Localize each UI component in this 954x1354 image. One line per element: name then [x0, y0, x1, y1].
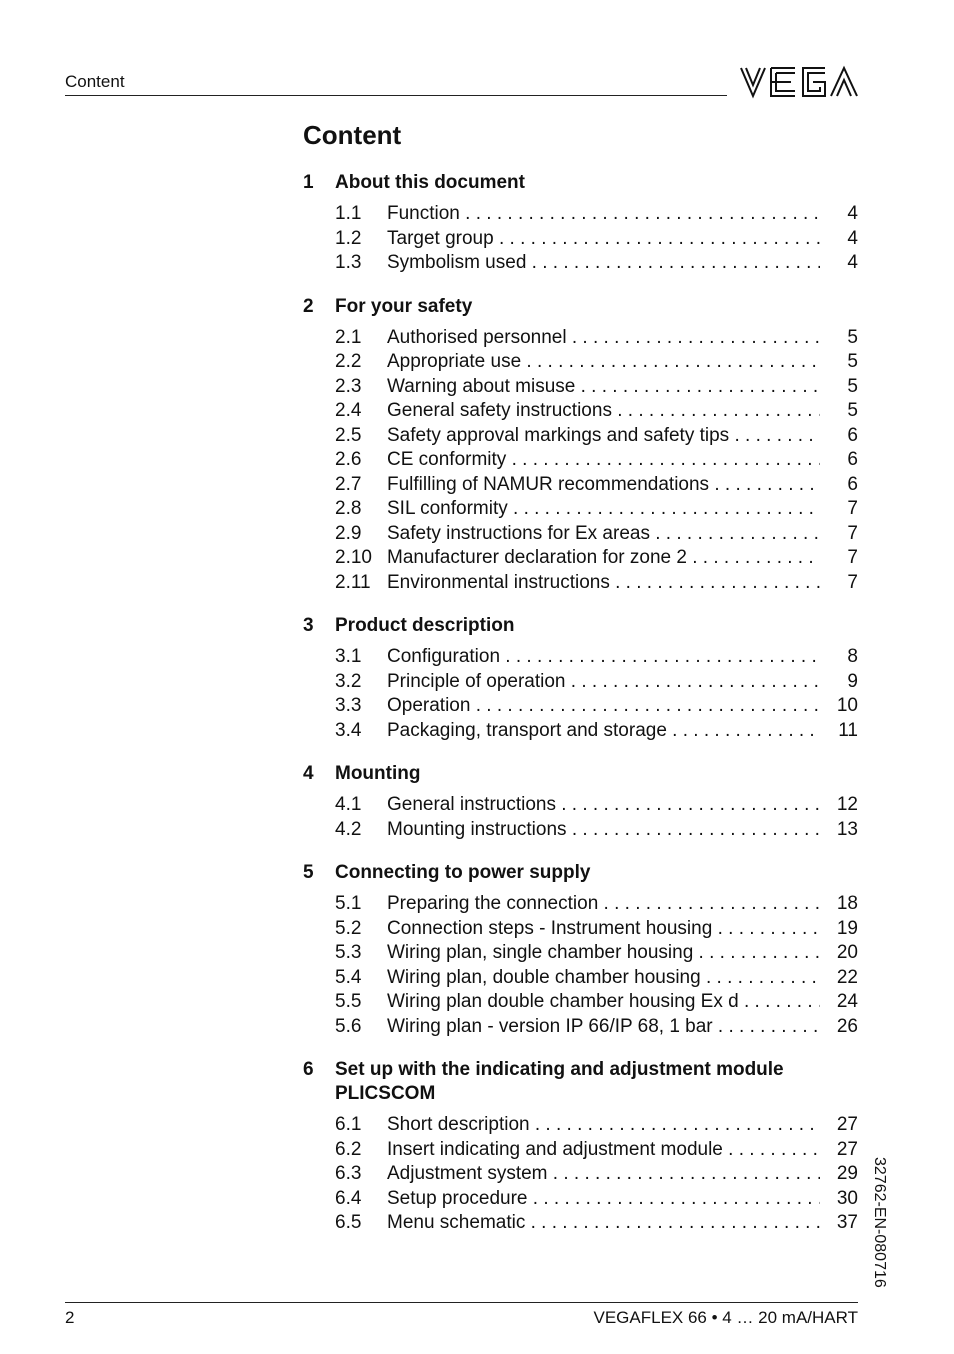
toc-entry-title: Insert indicating and adjustment module . . . — [387, 1138, 820, 1163]
toc-entry-title: Wiring plan, single chamber housing . . . — [387, 941, 820, 966]
toc-entry-number: 2.10 — [335, 547, 372, 568]
toc-entry-title: Authorised personnel . . . — [387, 326, 820, 351]
footer-rule — [65, 1302, 858, 1303]
toc-section-number: 4 — [303, 763, 314, 784]
toc-entry-number: 5.4 — [335, 966, 362, 988]
toc-entry[interactable] — [303, 202, 858, 227]
toc-entry-number: 1.3 — [335, 252, 362, 273]
toc-entry-page: 7 — [847, 498, 858, 519]
toc-entry[interactable] — [303, 546, 858, 571]
toc-entry-title: CE conformity . . . — [387, 448, 820, 473]
toc-section-title: Mounting — [335, 763, 421, 784]
toc-entry-title: Adjustment system . . . — [387, 1162, 820, 1187]
toc-entry-title: Target group . . . — [387, 227, 820, 252]
toc-entry-page: 5 — [847, 326, 858, 348]
toc-entry-page: 27 — [836, 1114, 858, 1135]
toc-section-number: 1 — [303, 172, 314, 193]
toc-entry-page: 37 — [836, 1212, 858, 1233]
toc-entry-page: 12 — [836, 794, 858, 815]
toc-section-heading[interactable] — [303, 861, 858, 885]
toc-entry-number: 6.2 — [335, 1138, 362, 1160]
toc-entry-title: General safety instructions . . . — [387, 399, 820, 424]
toc-entry-page: 30 — [836, 1187, 858, 1209]
toc-entry-page: 20 — [836, 942, 858, 963]
toc-entry-number: 5.3 — [335, 942, 362, 963]
toc-section-title: About this document — [335, 172, 525, 193]
toc-entry-number: 3.3 — [335, 695, 362, 716]
toc-entry-title: Fulfilling of NAMUR recommendations . . . — [387, 473, 820, 498]
toc-section — [303, 295, 858, 596]
toc-entry-number: 2.8 — [335, 498, 362, 519]
vega-logo — [739, 64, 859, 100]
toc-entry-title: Wiring plan, double chamber housing . . . — [387, 966, 820, 991]
toc-entry[interactable] — [303, 966, 858, 991]
toc-entry[interactable] — [303, 350, 858, 375]
toc-section-number: 6 — [303, 1059, 314, 1080]
toc-entry-title: Configuration . . . — [387, 645, 820, 670]
toc-entry[interactable] — [303, 1015, 858, 1040]
toc-entry-title: Connection steps - Instrument housing . . . — [387, 917, 820, 942]
toc-entry-number: 5.1 — [335, 893, 362, 914]
toc-section — [303, 861, 858, 1039]
toc-entry[interactable] — [303, 645, 858, 670]
toc-entry[interactable] — [303, 892, 858, 917]
toc-entry[interactable] — [303, 917, 858, 942]
toc-entry-page: 6 — [847, 473, 858, 495]
running-header-label: Content — [65, 72, 125, 91]
toc-section-title: Connecting to power supply — [335, 862, 591, 883]
toc-entry-title: Packaging, transport and storage . . . — [387, 719, 820, 744]
toc-entry-number: 5.5 — [335, 991, 362, 1012]
toc-section — [303, 171, 858, 276]
toc-entry[interactable] — [303, 497, 858, 522]
toc-entry-page: 5 — [847, 400, 858, 421]
toc-entry-title: Wiring plan double chamber housing Ex d . . . — [387, 990, 820, 1015]
toc-entry-page: 4 — [847, 227, 858, 249]
toc-entry-title: Mounting instructions . . . — [387, 818, 820, 843]
toc-entry[interactable] — [303, 1211, 858, 1236]
toc-entry-title: Function . . . — [387, 202, 820, 227]
page-number: 2 — [65, 1308, 75, 1327]
toc-entry-page: 6 — [847, 449, 858, 470]
toc-entry[interactable] — [303, 694, 858, 719]
toc-entry-page: 7 — [847, 571, 858, 593]
toc-entry-number: 1.1 — [335, 203, 362, 224]
toc-section-number: 3 — [303, 615, 314, 636]
toc-section — [303, 1058, 858, 1236]
toc-section-heading[interactable] — [303, 1058, 858, 1106]
toc-entry-title: Warning about misuse . . . — [387, 375, 820, 400]
toc-entry-number: 5.6 — [335, 1015, 362, 1037]
toc-entry-title: Manufacturer declaration for zone 2 . . . — [387, 546, 820, 571]
toc-entry[interactable] — [303, 1162, 858, 1187]
toc-entry-title: Wiring plan - version IP 66/IP 68, 1 bar . . . — [387, 1015, 820, 1040]
toc-entry-page: 19 — [836, 917, 858, 939]
toc-entry[interactable] — [303, 522, 858, 547]
toc-entry-title: Safety approval markings and safety tips . . . — [387, 424, 820, 449]
toc-entry[interactable] — [303, 375, 858, 400]
toc-entry[interactable] — [303, 1138, 858, 1163]
toc-section-number: 2 — [303, 295, 314, 317]
toc-entry-page: 8 — [847, 646, 858, 667]
footer-product-name: VEGAFLEX 66 • 4 … 20 mA/HART — [593, 1308, 858, 1327]
toc-entry-title: SIL conformity . . . — [387, 497, 820, 522]
toc-entry[interactable] — [303, 571, 858, 596]
toc-entry-number: 1.2 — [335, 227, 362, 249]
toc-entry-page: 22 — [836, 966, 858, 988]
toc-entry-title: Setup procedure . . . — [387, 1187, 820, 1212]
toc-entry-number: 6.1 — [335, 1114, 362, 1135]
page-title: Content — [303, 120, 402, 150]
toc-entry-number: 2.5 — [335, 424, 362, 446]
toc-entry[interactable] — [303, 670, 858, 695]
toc-entry-number: 2.1 — [335, 326, 362, 348]
toc-entry[interactable] — [303, 1113, 858, 1138]
toc-entry[interactable] — [303, 473, 858, 498]
table-of-contents — [303, 171, 858, 1255]
toc-section-title: For your safety — [335, 295, 473, 317]
toc-entry[interactable] — [303, 227, 858, 252]
toc-entry-page: 18 — [836, 893, 858, 914]
toc-entry[interactable] — [303, 448, 858, 473]
toc-entry-title: General instructions . . . — [387, 793, 820, 818]
toc-entry-page: 5 — [847, 351, 858, 372]
toc-entry[interactable] — [303, 251, 858, 276]
toc-entry-page: 11 — [838, 719, 858, 741]
document-code: 32762-EN-080716 — [871, 1157, 888, 1288]
toc-entry-page: 13 — [836, 818, 858, 840]
toc-entry-number: 6.4 — [335, 1187, 362, 1209]
toc-entry-title: Operation . . . — [387, 694, 820, 719]
toc-section-title: Product description — [335, 615, 515, 636]
toc-entry[interactable] — [303, 424, 858, 449]
toc-section-heading[interactable] — [303, 171, 858, 195]
toc-section-number: 5 — [303, 862, 314, 883]
toc-entry-page: 4 — [847, 203, 858, 224]
toc-entry[interactable] — [303, 990, 858, 1015]
toc-entry-title: Environmental instructions . . . — [387, 571, 820, 596]
toc-entry-number: 4.2 — [335, 818, 362, 840]
toc-entry-title: Symbolism used . . . — [387, 251, 820, 276]
toc-entry-page: 10 — [836, 695, 858, 716]
toc-entry-page: 9 — [847, 670, 858, 692]
toc-entry-page: 5 — [847, 375, 858, 397]
toc-entry-number: 5.2 — [335, 917, 362, 939]
toc-entry-number: 4.1 — [335, 794, 362, 815]
toc-section-heading[interactable] — [303, 295, 858, 319]
toc-entry-page: 29 — [836, 1163, 858, 1184]
toc-entry-number: 2.4 — [335, 400, 362, 421]
toc-entry-number: 3.4 — [335, 719, 362, 741]
toc-entry-page: 4 — [847, 252, 858, 273]
toc-entry-page: 26 — [836, 1015, 858, 1037]
toc-entry-number: 2.3 — [335, 375, 362, 397]
toc-entry-number: 3.2 — [335, 670, 362, 692]
toc-entry-page: 24 — [836, 991, 858, 1012]
toc-entry-title: Appropriate use . . . — [387, 350, 820, 375]
toc-entry-number: 2.9 — [335, 522, 362, 544]
toc-entry[interactable] — [303, 941, 858, 966]
toc-entry-number: 6.5 — [335, 1212, 362, 1233]
toc-entry[interactable] — [303, 793, 858, 818]
toc-entry[interactable] — [303, 399, 858, 424]
toc-entry-page: 6 — [847, 424, 858, 446]
toc-entry-title: Menu schematic . . . — [387, 1211, 820, 1236]
toc-entry-number: 6.3 — [335, 1163, 362, 1184]
toc-entry[interactable] — [303, 818, 858, 843]
toc-entry-number: 3.1 — [335, 646, 362, 667]
toc-entry-number: 2.2 — [335, 351, 362, 372]
toc-entry-title: Short description . . . — [387, 1113, 820, 1138]
toc-entry-number: 2.7 — [335, 473, 362, 495]
toc-entry-title: Safety instructions for Ex areas . . . — [387, 522, 820, 547]
toc-entry-title: Principle of operation . . . — [387, 670, 820, 695]
toc-entry-page: 7 — [847, 522, 858, 544]
toc-entry[interactable] — [303, 326, 858, 351]
toc-section — [303, 762, 858, 842]
toc-entry-number: 2.11 — [335, 571, 371, 593]
toc-entry-number: 2.6 — [335, 449, 362, 470]
toc-entry-page: 7 — [847, 547, 858, 568]
toc-section-heading[interactable] — [303, 614, 858, 638]
toc-entry[interactable] — [303, 719, 858, 744]
toc-section-title: Set up with the indicating and adjustment module PLICSCOM — [335, 1059, 784, 1104]
header-rule — [65, 95, 727, 96]
toc-entry[interactable] — [303, 1187, 858, 1212]
toc-entry-page: 27 — [836, 1138, 858, 1160]
toc-section — [303, 614, 858, 743]
toc-entry-title: Preparing the connection . . . — [387, 892, 820, 917]
toc-section-heading[interactable] — [303, 762, 858, 786]
